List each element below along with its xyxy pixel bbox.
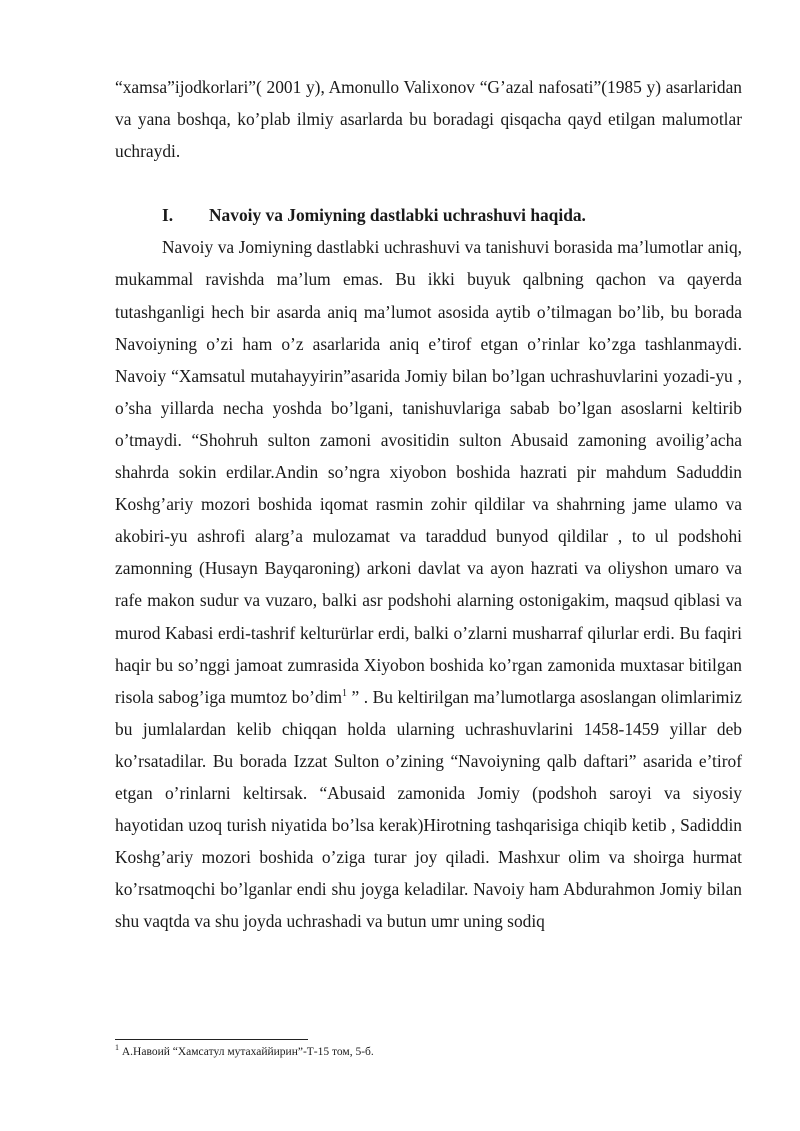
main-paragraph [115,231,742,937]
intro-paragraph: “xamsa”ijodkorlari”( 2001 y), Amonullo Valixonov “G’azal nafosati”(1985 y) asarlaridan va yana boshqa, ko’plab ilmiy asarlarda bu boradagi qisqacha qayd etilgan malumotlar uchraydi. [115,77,742,162]
section-number: I. [162,205,174,226]
footnote-separator [115,1039,308,1040]
section-title: Navoiy va Jomiyning dastlabki uchrashuvi haqida. [209,205,586,226]
paragraph-gap [115,167,742,199]
footnote-reference[interactable]: 1 [342,687,348,699]
section-heading [115,199,742,231]
footnote-marker: 1 [115,1043,119,1053]
footnote-text: А.Навоий “Хамсатул мутахаййирин”-Т-15 том, 5-б. [119,1046,374,1058]
body-text [115,71,742,937]
footnote [115,1044,735,1060]
paragraph-part-1: Navoiy va Jomiyning dastlabki uchrashuvi va tanishuvi borasida ma’lumotlar aniq, mukammal ravishda ma’lum emas. Bu ikki buyuk qalbning qachon va qayerda tutashganligi hech bir asarda aniq ma’lumot asosida aytib o’tilmagan bo’lib, bu borada Navoiyning o’zi ham o’z asarlarida aniq e’tirof etgan o’rinlar ko’zga tashlanmaydi. Navoiy “Xamsatul mutahayyirin”asarida Jomiy bilan bo’lgan uchrashuvlarini yozadi-yu , o’sha yillarda necha yoshda bo’lgani, tanishuvlariga sabab bo’lgan asoslarni keltirib o’tmaydi. “Shohruh sulton zamoni avositidin sulton Abusaid zamoning avoilig’acha shahrda sokin erdilar.Andin so’ngra xiyobon boshida hazrati pir mahdum Saduddin Koshg’ariy mozori boshida iqomat rasmin zohir qildilar va shahrning jame ulamo va akobiri-yu ashrofi alarg’a mulozamat va taraddud bunyod qildilar , to ul podshohi zamonning (Husayn Bayqaroning) arkoni davlat va ayon hazrati va oliyshon umaro va rafe makon sudur va vuzaro, balki asr podshohi alarning ostonigakim, maqsud qiblasi va murod Kabasi erdi-tashrif kelturürlar erdi, balki o’zlarni musharraf qilurlar erdi. Bu faqiri haqir bu so’nggi jamoat zumrasida Xiyobon boshida ko’rgan zamonida muxtasar bitilgan risola sabog’iga mumtoz bo’dim [115,237,742,707]
paragraph-part-2: ” . Bu keltirilgan ma’lumotlarga asoslangan olimlarimiz bu jumlalardan kelib chiqqan holda ularning uchrashuvlarini 1458-1459 yillar deb ko’rsatadilar. Bu borada Izzat Sulton o’zining “Navoiyning qalb daftari” asarida e’tirof etgan o’rinlarni keltirsak. “Abusaid zamonida Jomiy (podshoh saroyi va siyosiy hayotidan uzoq turish niyatida bo’lsa kerak)Hirotning tashqarisiga chiqib ketib , Sadiddin Koshg’ariy mozori boshida o’ziga turar joy qiladi. Mashxur olim va shoirga hurmat ko’rsatmoqchi bo’lganlar endi shu joyga keladilar. Navoiy ham Abdurahmon Jomiy bilan shu vaqtda va shu joyda uchrashadi va butun umr uning sodiq [115,686,742,932]
